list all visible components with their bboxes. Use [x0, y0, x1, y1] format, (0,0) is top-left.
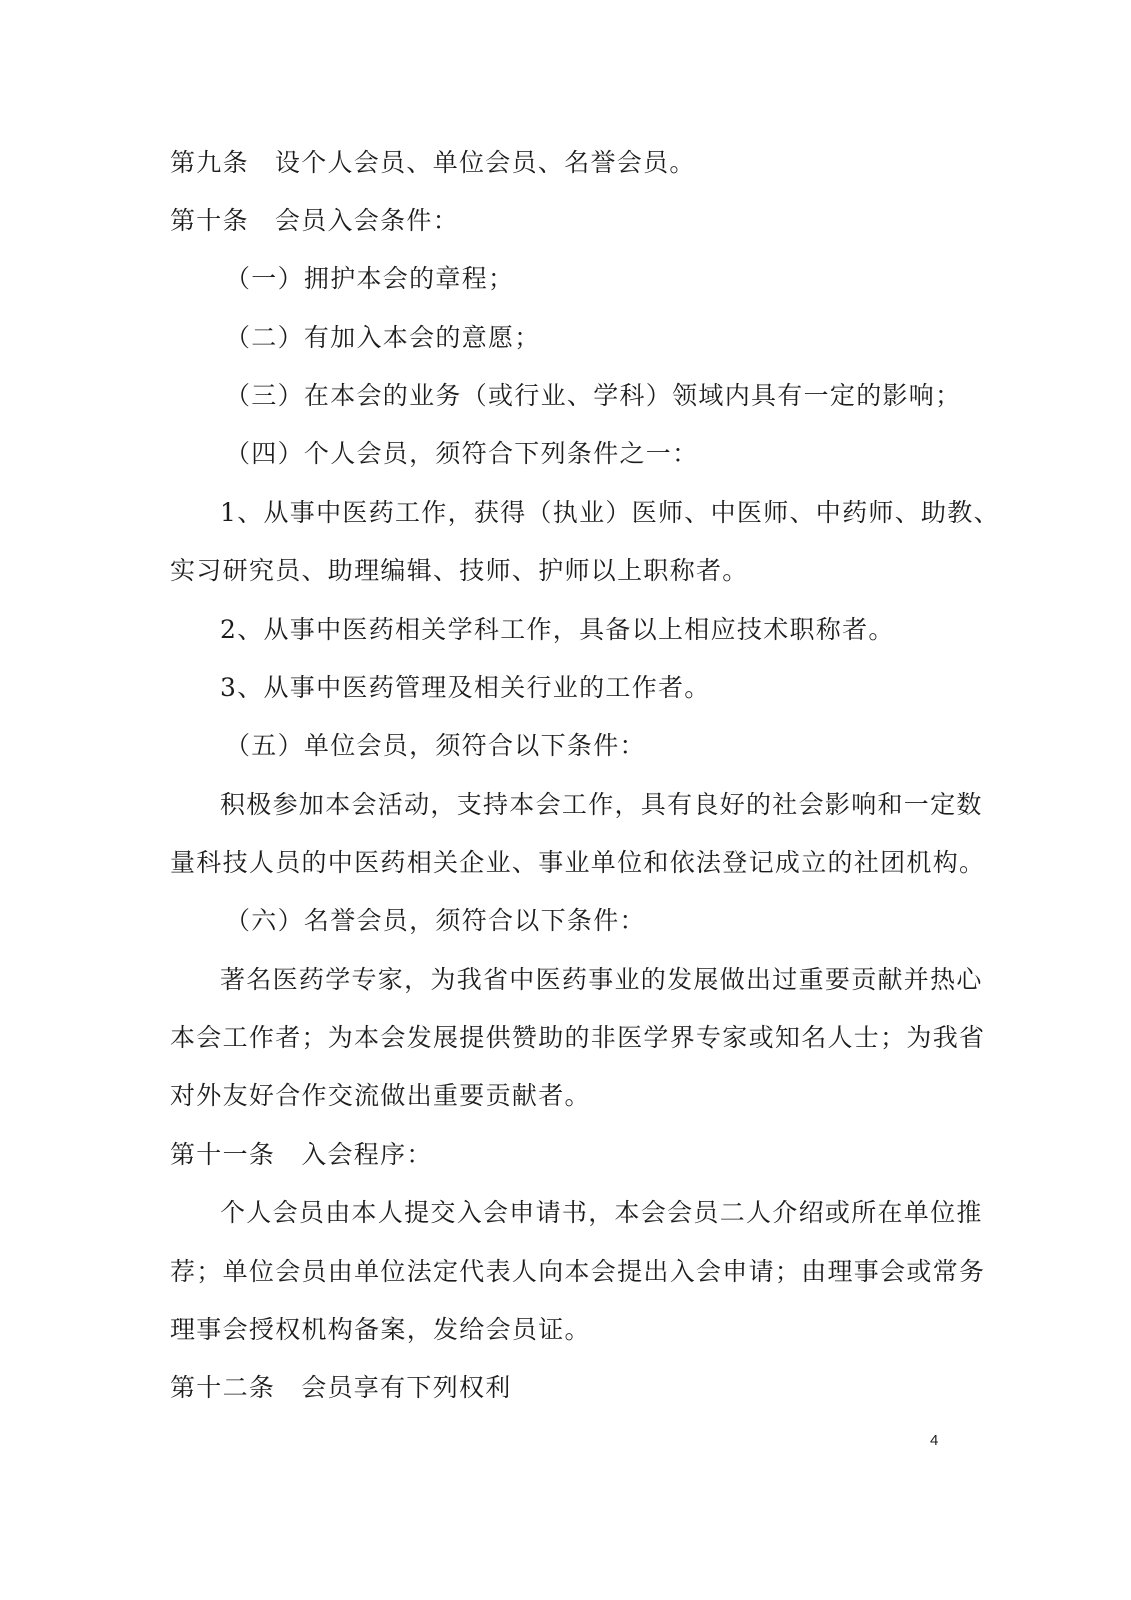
procedure-line-1: 个人会员由本人提交入会申请书，本会会员二人介绍或所在单位推 [220, 1198, 983, 1227]
sub-condition-3: 3、从事中医药管理及相关行业的工作者。 [220, 673, 711, 702]
page-number: 4 [930, 1432, 939, 1449]
procedure-line-3: 理事会授权机构备案，发给会员证。 [170, 1315, 591, 1344]
article-heading: 第十二条 [170, 1373, 276, 1402]
article-text: 会员入会条件： [274, 206, 460, 235]
article-12 [170, 1372, 512, 1404]
condition-item-1: （一）拥护本会的章程； [225, 264, 515, 293]
sub-condition-1-line-1: 1、从事中医药工作，获得（执业）医师、中医师、中药师、助教、 [220, 498, 1000, 527]
article-heading: 第九条 [170, 148, 249, 177]
condition-item-6: （六）名誉会员，须符合以下条件： [225, 906, 646, 935]
procedure-line-2: 荐；单位会员由单位法定代表人向本会提出入会申请；由理事会或常务 [170, 1257, 986, 1286]
article-heading: 第十一条 [170, 1140, 276, 1169]
sub-condition-1-line-2: 实习研究员、助理编辑、技师、护师以上职称者。 [170, 556, 749, 585]
honorary-member-line-3: 对外友好合作交流做出重要贡献者。 [170, 1081, 591, 1110]
honorary-member-line-2: 本会工作者；为本会发展提供赞助的非医学界专家或知名人士；为我省 [170, 1023, 986, 1052]
article-text: 设个人会员、单位会员、名誉会员。 [274, 148, 696, 177]
article-heading: 第十条 [170, 206, 249, 235]
condition-item-5: （五）单位会员，须符合以下条件： [225, 731, 646, 760]
article-text: 会员享有下列权利 [301, 1373, 512, 1402]
article-11 [170, 1139, 433, 1171]
condition-item-4: （四）个人会员，须符合下列条件之一： [225, 439, 699, 468]
condition-item-2: （二）有加入本会的意愿； [225, 323, 541, 352]
unit-member-line-2: 量科技人员的中医药相关企业、事业单位和依法登记成立的社团机构。 [170, 848, 986, 877]
article-10 [170, 205, 459, 237]
honorary-member-line-1: 著名医药学专家，为我省中医药事业的发展做出过重要贡献并热心 [220, 965, 983, 994]
article-9 [170, 147, 696, 179]
article-text: 入会程序： [301, 1140, 433, 1169]
condition-item-3: （三）在本会的业务（或行业、学科）领域内具有一定的影响； [225, 381, 962, 410]
sub-condition-2: 2、从事中医药相关学科工作，具备以上相应技术职称者。 [220, 615, 895, 644]
unit-member-line-1: 积极参加本会活动，支持本会工作，具有良好的社会影响和一定数 [220, 790, 983, 819]
